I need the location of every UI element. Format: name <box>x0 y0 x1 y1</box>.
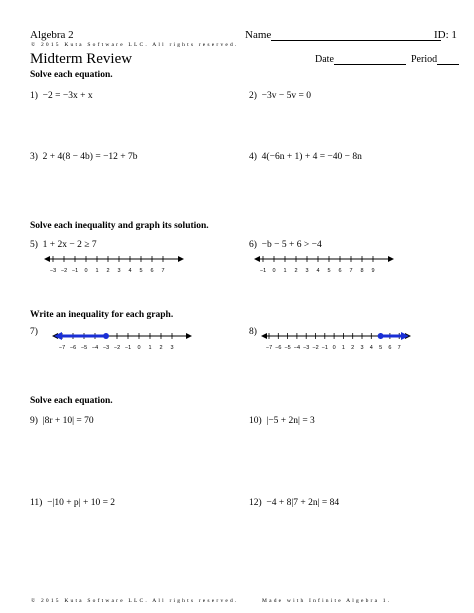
section-heading-1: Solve each equation. <box>30 70 113 80</box>
tick-label: 1 <box>283 268 287 274</box>
tick-label: 0 <box>272 268 276 274</box>
tick-label: 0 <box>332 345 336 351</box>
tick-label: 1 <box>148 345 152 351</box>
name-label <box>245 29 441 41</box>
axis-arrow-left <box>261 333 267 339</box>
tick-label: 9 <box>371 268 375 274</box>
axis-arrow-right <box>186 333 192 339</box>
problem-5-number: 5) <box>30 240 38 250</box>
name-blank[interactable] <box>271 40 441 41</box>
tick-label: 8 <box>360 268 364 274</box>
name-label-text: Name <box>245 29 272 41</box>
problem-9-text: |8r + 10| = 70 <box>42 416 94 426</box>
number-line-5[interactable] <box>44 252 184 274</box>
tick-label: 5 <box>139 268 143 274</box>
solution-point <box>103 333 109 339</box>
tick-label: −6 <box>275 345 282 351</box>
footer-made-with: Made with Infinite Algebra 1. <box>262 598 392 604</box>
tick-label: 0 <box>137 345 141 351</box>
tick-label: 4 <box>128 268 132 274</box>
problem-7 <box>30 327 38 337</box>
tick-label: −1 <box>71 268 79 274</box>
tick-label: −7 <box>58 345 66 351</box>
problem-1-number: 1) <box>30 91 38 101</box>
tick-label: 3 <box>170 345 174 351</box>
problem-3-text: 2 + 4(8 − 4b) = −12 + 7b <box>42 152 138 162</box>
number-line-6[interactable] <box>254 252 394 274</box>
tick-label: 7 <box>349 268 353 274</box>
problem-2 <box>249 91 311 101</box>
section-heading-2: Solve each inequality and graph its solution. <box>30 221 209 231</box>
problem-1-text: −2 = −3x + x <box>42 91 93 101</box>
id-label: ID: 1 <box>434 29 457 41</box>
tick-label: 2 <box>351 345 355 351</box>
tick-label: −3 <box>49 268 57 274</box>
problem-9-number: 9) <box>30 416 38 426</box>
problem-3-number: 3) <box>30 152 38 162</box>
problem-12-number: 12) <box>249 498 262 508</box>
axis-arrow-right <box>388 256 394 262</box>
section-heading-4: Solve each equation. <box>30 396 113 406</box>
problem-10-text: |−5 + 2n| = 3 <box>266 416 315 426</box>
problem-2-number: 2) <box>249 91 257 101</box>
problem-6 <box>249 240 322 250</box>
problem-11-text: −|10 + p| + 10 = 2 <box>47 498 116 508</box>
date-blank[interactable] <box>334 64 406 65</box>
tick-label: −4 <box>91 345 99 351</box>
tick-label: 3 <box>117 268 121 274</box>
number-line-7[interactable] <box>52 329 192 351</box>
tick-label: 3 <box>305 268 309 274</box>
tick-label: 6 <box>388 345 392 351</box>
problem-6-number: 6) <box>249 240 257 250</box>
tick-label: 0 <box>84 268 88 274</box>
problem-12 <box>249 498 339 508</box>
axis-arrow-left <box>44 256 50 262</box>
period-label <box>411 54 459 65</box>
page-title: Midterm Review <box>30 51 133 67</box>
problem-9 <box>30 416 94 426</box>
tick-label: −2 <box>312 345 319 351</box>
tick-label: 4 <box>369 345 373 351</box>
tick-label: 5 <box>327 268 331 274</box>
tick-label: 6 <box>150 268 154 274</box>
problem-4 <box>249 152 362 162</box>
header-copyright: © 2015 Kuta Software LLC. All rights reserved. <box>31 42 239 48</box>
period-label-text: Period <box>411 54 438 65</box>
period-blank[interactable] <box>437 64 459 65</box>
tick-label: 2 <box>294 268 298 274</box>
problem-8-number: 8) <box>249 327 257 337</box>
tick-label: −1 <box>259 268 267 274</box>
tick-label: −2 <box>113 345 121 351</box>
tick-label: −3 <box>102 345 110 351</box>
problem-1 <box>30 91 93 101</box>
problem-2-text: −3v − 5v = 0 <box>261 91 311 101</box>
problem-12-text: −4 + 8|7 + 2n| = 84 <box>266 498 340 508</box>
tick-label: 5 <box>379 345 383 351</box>
tick-label: −5 <box>80 345 88 351</box>
tick-label: 1 <box>341 345 345 351</box>
tick-label: −6 <box>69 345 77 351</box>
number-line-8[interactable] <box>261 329 411 351</box>
tick-label: 7 <box>161 268 165 274</box>
problem-5 <box>30 240 97 250</box>
problem-10 <box>249 416 315 426</box>
problem-3 <box>30 152 138 162</box>
tick-label: 3 <box>360 345 364 351</box>
date-label <box>315 54 406 65</box>
tick-label: −1 <box>321 345 328 351</box>
solution-point <box>378 333 384 339</box>
problem-4-text: 4(−6n + 1) + 4 = −40 − 8n <box>261 152 362 162</box>
tick-label: −1 <box>124 345 132 351</box>
tick-label: 7 <box>397 345 401 351</box>
footer-copyright: © 2015 Kuta Software LLC. All rights reserved. <box>31 598 239 604</box>
tick-label: −7 <box>265 345 273 351</box>
course-name: Algebra 2 <box>30 29 74 41</box>
tick-label: 6 <box>338 268 342 274</box>
tick-label: 2 <box>106 268 110 274</box>
tick-label: 2 <box>159 345 163 351</box>
axis-arrow-right <box>178 256 184 262</box>
date-label-text: Date <box>315 54 334 65</box>
tick-label: −4 <box>293 345 301 351</box>
axis-arrow-left <box>254 256 260 262</box>
tick-label: 4 <box>316 268 320 274</box>
tick-label: −5 <box>284 345 291 351</box>
problem-5-text: 1 + 2x − 2 ≥ 7 <box>42 240 97 250</box>
problem-7-number: 7) <box>30 327 38 337</box>
problem-6-text: −b − 5 + 6 > −4 <box>261 240 322 250</box>
tick-label: 1 <box>95 268 99 274</box>
problem-4-number: 4) <box>249 152 257 162</box>
tick-label: −3 <box>303 345 310 351</box>
problem-8 <box>249 327 257 337</box>
section-heading-3: Write an inequality for each graph. <box>30 310 174 320</box>
tick-label: −2 <box>60 268 68 274</box>
problem-11 <box>30 498 115 508</box>
problem-10-number: 10) <box>249 416 262 426</box>
problem-11-number: 11) <box>30 498 43 508</box>
